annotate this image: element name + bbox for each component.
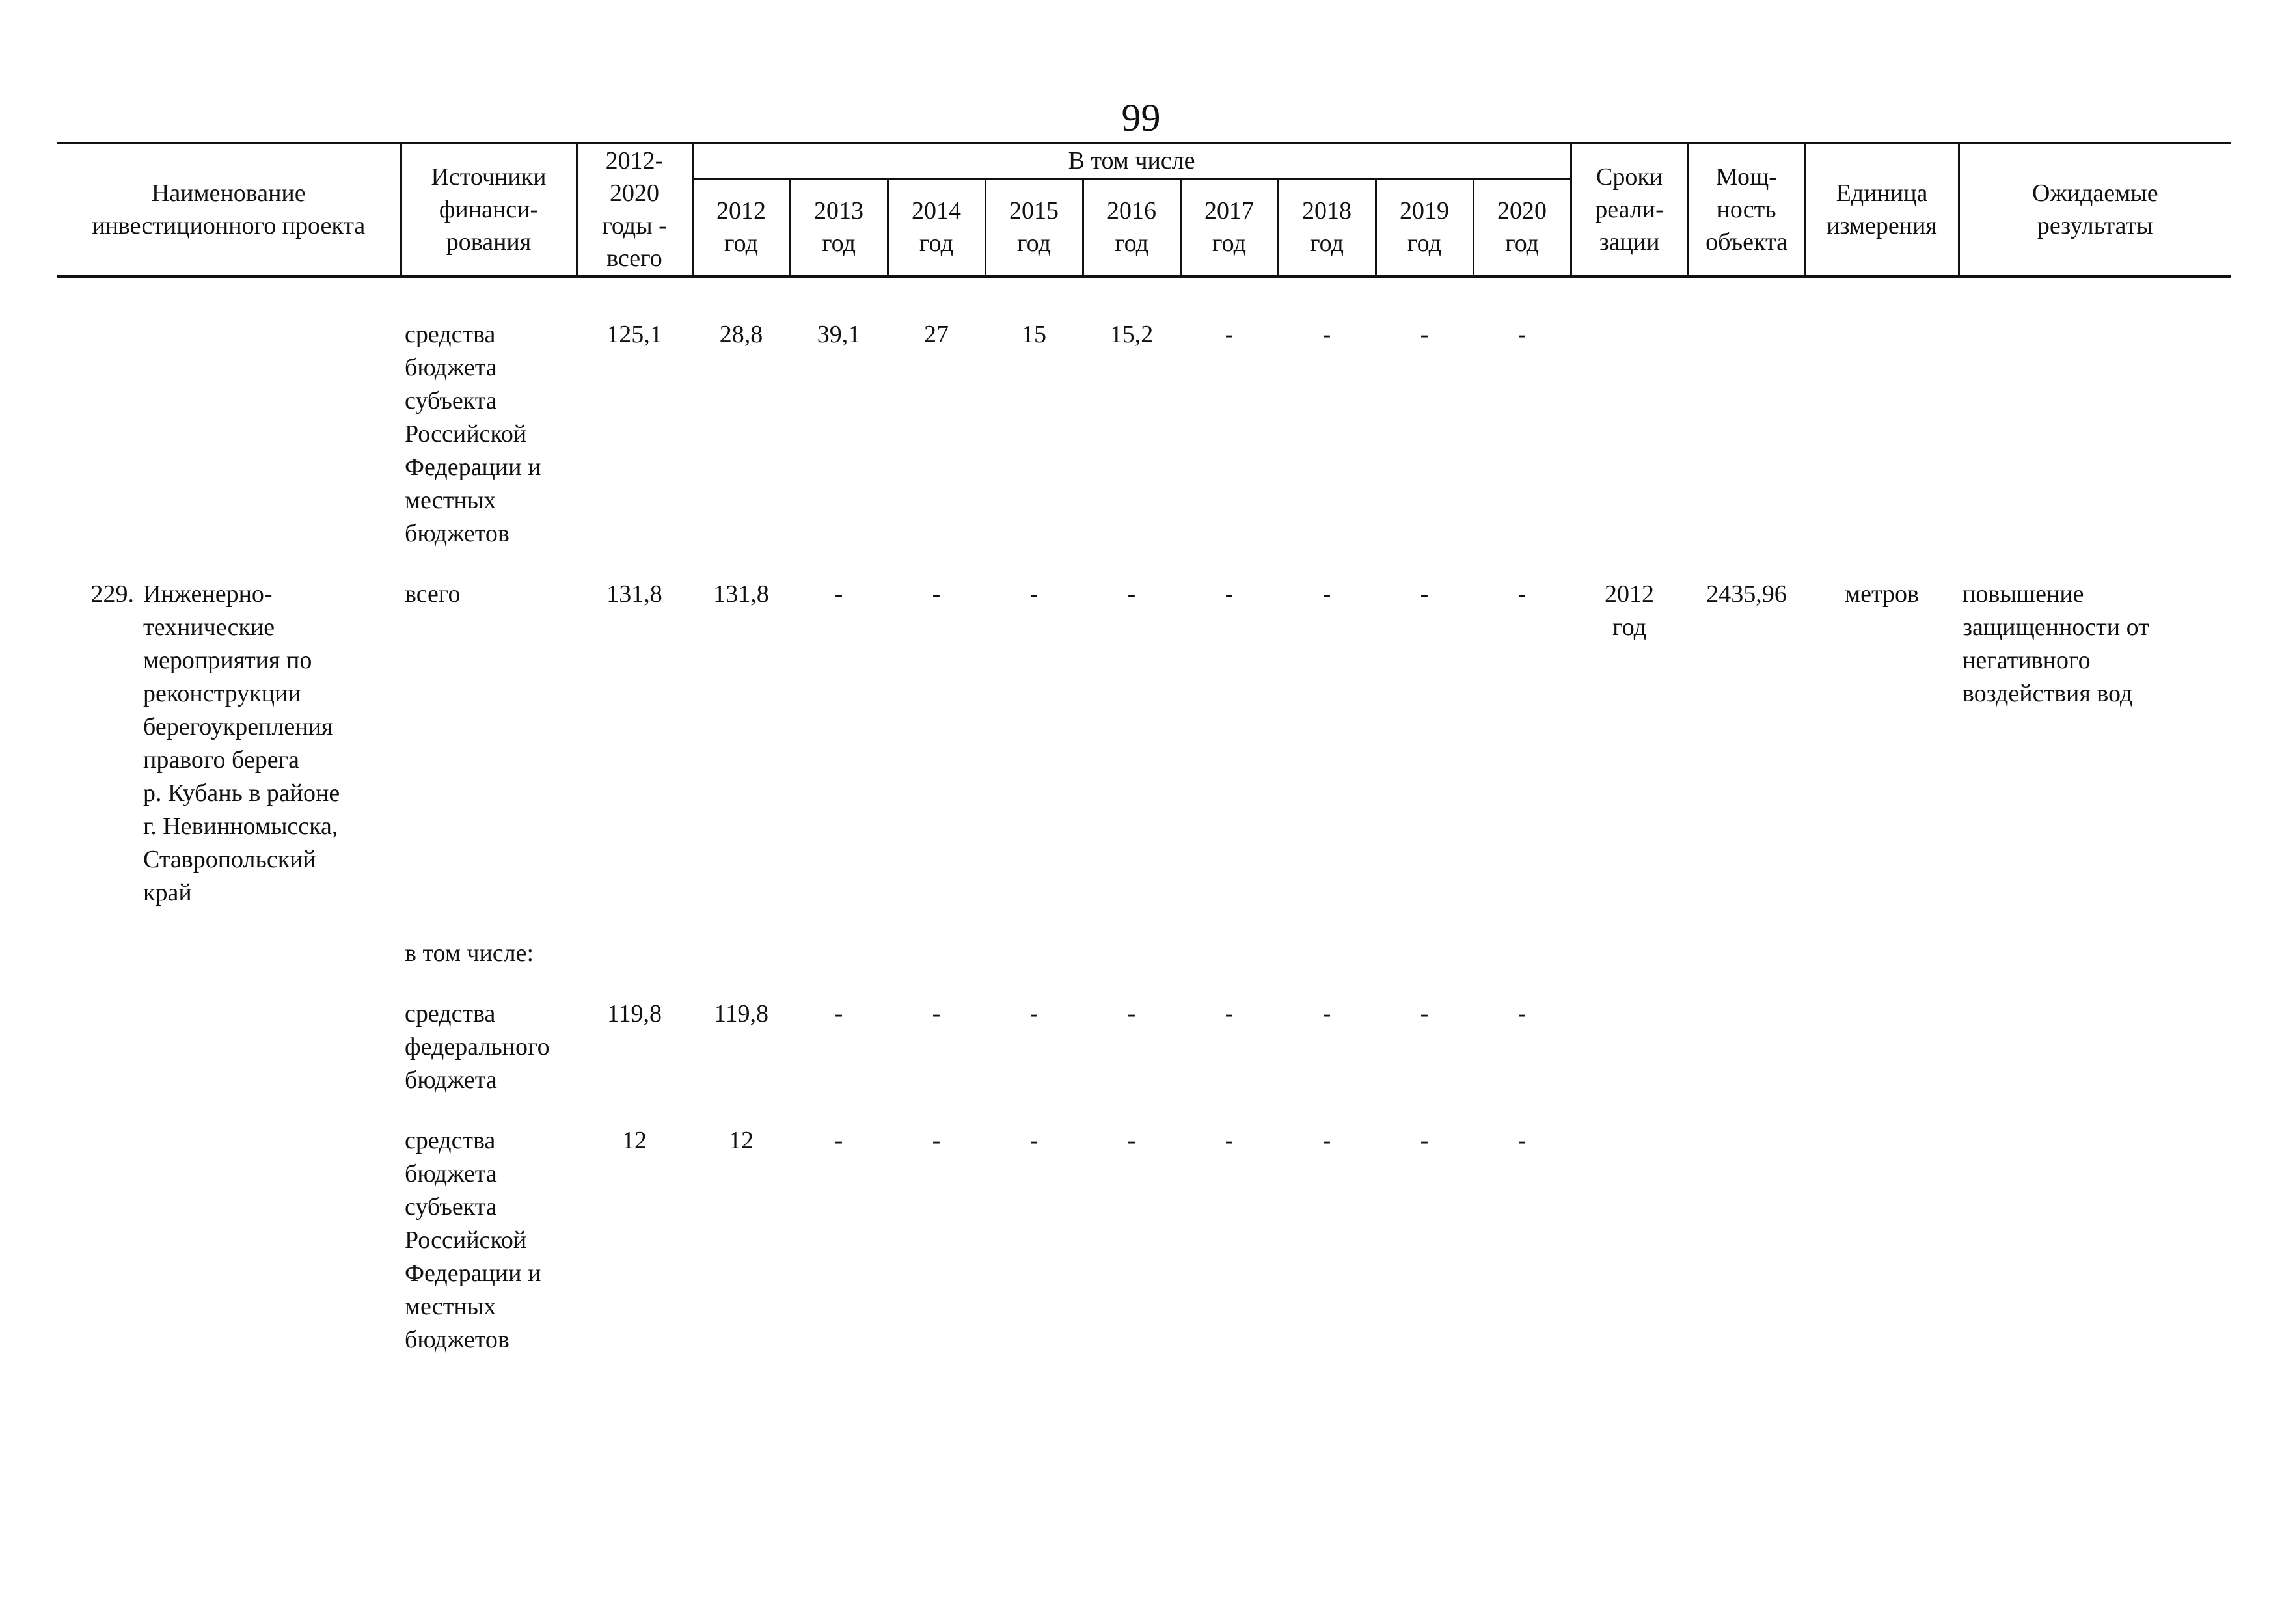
year-value: 39,1 — [817, 321, 861, 348]
year-value: - — [1029, 1127, 1039, 1154]
table-row — [57, 318, 2231, 550]
header-funding-sources: Источники финанси- рования — [401, 143, 577, 277]
year-value: - — [1420, 580, 1429, 608]
table-row — [57, 578, 2231, 910]
measurement-unit: метров — [1845, 580, 1920, 608]
header-year-2012: 2012 год — [692, 178, 790, 276]
header-terms: Сроки реали- зации — [1571, 143, 1688, 277]
header-capacity: Мощ- ность объекта — [1688, 143, 1805, 277]
year-value: - — [1127, 580, 1136, 608]
year-value: - — [1029, 1000, 1039, 1027]
year-value: - — [834, 580, 843, 608]
object-capacity: 2435,96 — [1706, 580, 1787, 608]
year-value: - — [1127, 1000, 1136, 1027]
year-value: 15,2 — [1109, 321, 1154, 348]
year-value: - — [1420, 321, 1429, 348]
header-unit: Единица измерения — [1805, 143, 1959, 277]
year-value: - — [1517, 580, 1527, 608]
year-value: 28,8 — [719, 321, 763, 348]
year-value: 27 — [924, 321, 949, 348]
total-value: 119,8 — [606, 1000, 662, 1027]
header-year-2018: 2018 год — [1278, 178, 1376, 276]
project-name: Инженерно- технические мероприятия по реконструкции берегоукрепления правого берега р. Кубань в районе г. Невинномысска, Ставропольский край — [143, 580, 340, 906]
header-year-2019: 2019 год — [1376, 178, 1473, 276]
header-including: В том числе — [692, 143, 1571, 178]
year-value: - — [1225, 580, 1234, 608]
year-value: - — [932, 1127, 941, 1154]
year-value: - — [1517, 1127, 1527, 1154]
year-value: - — [1420, 1127, 1429, 1154]
funding-source: в том числе: — [405, 940, 534, 967]
header-year-2017: 2017 год — [1180, 178, 1278, 276]
year-value: - — [1225, 1127, 1234, 1154]
year-value: - — [1127, 1127, 1136, 1154]
header-project-name: Наименование инвестиционного проекта — [57, 143, 401, 277]
project-cell — [57, 578, 401, 910]
year-value: - — [932, 580, 941, 608]
year-value: - — [1420, 1000, 1429, 1027]
project-number: 229. — [90, 580, 134, 608]
funding-source: средства бюджета субъекта Российской Федерации и местных бюджетов — [405, 1127, 541, 1353]
year-value: - — [834, 1000, 843, 1027]
year-value: - — [1029, 580, 1039, 608]
year-value: 119,8 — [713, 1000, 769, 1027]
page-number: 99 — [1121, 96, 1161, 139]
table-body — [57, 277, 2231, 1357]
funding-source: средства федерального бюджета — [405, 1000, 550, 1094]
header-expected-results: Ожидаемые результаты — [1959, 143, 2231, 277]
table-row — [57, 937, 2231, 970]
header-year-2013: 2013 год — [790, 178, 888, 276]
header-year-2015: 2015 год — [985, 178, 1083, 276]
total-value: 125,1 — [606, 321, 662, 348]
table-row — [57, 1124, 2231, 1357]
table-row — [57, 997, 2231, 1097]
year-value: - — [932, 1000, 941, 1027]
header-year-2020: 2020 год — [1473, 178, 1571, 276]
year-value: 12 — [729, 1127, 754, 1154]
expected-results: повышение защищенности от негативного воздействия вод — [1963, 580, 2149, 707]
table-header — [57, 143, 2231, 277]
header-total-2012-2020: 2012- 2020 годы - всего — [577, 143, 692, 277]
year-value: - — [1225, 321, 1234, 348]
investment-projects-table — [57, 142, 2231, 1357]
year-value: 131,8 — [713, 580, 769, 608]
year-value: 15 — [1022, 321, 1046, 348]
year-value: - — [1322, 580, 1331, 608]
year-value: - — [1517, 1000, 1527, 1027]
total-value: 131,8 — [606, 580, 662, 608]
year-value: - — [1322, 1127, 1331, 1154]
header-year-2016: 2016 год — [1083, 178, 1180, 276]
implementation-term: 2012 год — [1605, 580, 1655, 641]
funding-source: всего — [405, 580, 461, 608]
year-value: - — [1517, 321, 1527, 348]
year-value: - — [1322, 1000, 1331, 1027]
total-value: 12 — [622, 1127, 647, 1154]
year-value: - — [834, 1127, 843, 1154]
funding-source: средства бюджета субъекта Российской Федерации и местных бюджетов — [405, 321, 541, 547]
year-value: - — [1322, 321, 1331, 348]
year-value: - — [1225, 1000, 1234, 1027]
header-year-2014: 2014 год — [888, 178, 985, 276]
